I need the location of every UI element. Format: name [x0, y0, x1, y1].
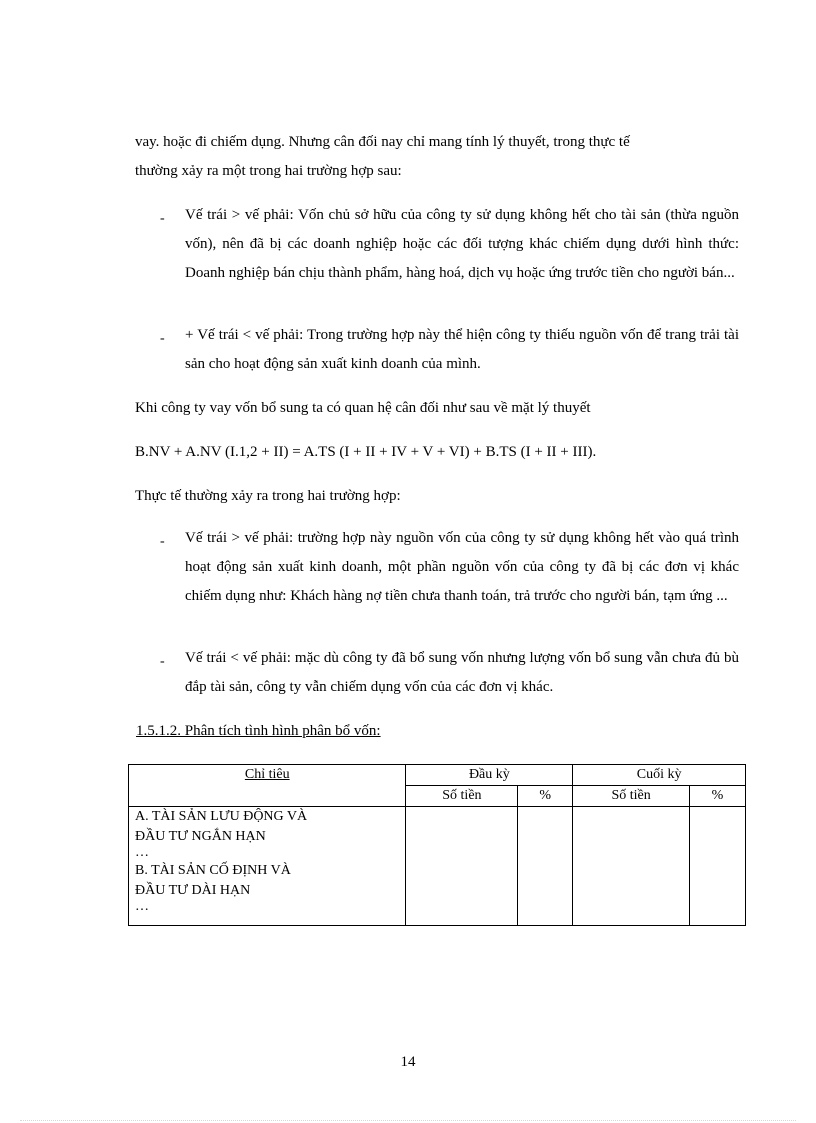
bullet-left-less: + Vế trái < vế phải: Trong trường hợp này thể hiện công ty thiếu nguồn vốn để trang trải tài sản cho hoạt động sản xuất kinh doanh của mình.	[185, 327, 739, 372]
row-a-line-2: ĐẦU TƯ NGẮN HẠN	[135, 829, 266, 844]
subheader-end-percent: %	[690, 786, 746, 807]
capital-allocation-table	[128, 764, 746, 926]
subheader-begin-amount: Số tiền	[406, 786, 518, 807]
header-indicator: Chỉ tiêu	[129, 765, 406, 807]
row-a-line-1: A. TÀI SẢN LƯU ĐỘNG VÀ	[135, 809, 308, 824]
begin-percent-cell	[518, 807, 573, 926]
bullet-marker: -	[160, 654, 165, 669]
table-header-row	[129, 765, 746, 786]
row-b-line-1: B. TÀI SẢN CỐ ĐỊNH VÀ	[135, 863, 291, 878]
bullet-marker: -	[160, 211, 165, 226]
row-b-line-2: ĐẦU TƯ DÀI HẠN	[135, 883, 251, 898]
bullet-case-deficit: Vế trái < vế phải: mặc dù công ty đã bổ sung vốn nhưng lượng vốn bổ sung vẫn chưa đủ bù đắp tài sản, công ty vẫn chiếm dụng vốn của các đơn vị khác.	[185, 650, 739, 695]
end-percent-cell	[690, 807, 746, 926]
header-end-period: Cuối kỳ	[573, 765, 746, 786]
section-heading: 1.5.1.2. Phân tích tình hình phân bổ vốn:	[136, 723, 381, 739]
bullet-case-surplus: Vế trái > vế phải: trường hợp này nguồn vốn của công ty sử dụng không hết vào quá trình hoạt động sản xuất kinh doanh, một phần nguồn vốn của công ty đã bị các đơn vị khác chiếm dụng như: Khách hàng nợ tiền chưa thanh toán, trả trước cho người bán, tạm ứng ...	[185, 530, 739, 604]
bullet-marker: -	[160, 534, 165, 549]
end-amount-cell	[573, 807, 690, 926]
row-a-ellipsis: …	[135, 845, 149, 860]
subheader-begin-percent: %	[518, 786, 573, 807]
paragraph-reality: Thực tế thường xảy ra trong hai trường hợp:	[135, 488, 401, 504]
page-number: 14	[400, 1054, 416, 1070]
paragraph-borrowing: Khi công ty vay vốn bổ sung ta có quan hệ cân đối như sau về mặt lý thuyết	[135, 400, 591, 416]
indicator-cell	[129, 807, 406, 926]
row-b-ellipsis: …	[135, 899, 149, 914]
intro-line-2: thường xảy ra một trong hai trường hợp sau:	[135, 163, 402, 179]
paragraph-intro	[135, 128, 739, 186]
footer-divider	[20, 1120, 796, 1121]
intro-line-1: vay. hoặc đi chiếm dụng. Nhưng cân đối nay chỉ mang tính lý thuyết, trong thực tế	[135, 134, 630, 150]
table-row	[129, 807, 746, 926]
header-begin-period: Đầu kỳ	[406, 765, 573, 786]
bullet-marker: -	[160, 331, 165, 346]
bullet-left-greater: Vế trái > vế phải: Vốn chủ sở hữu của công ty sử dụng không hết cho tài sản (thừa nguồn vốn), nên đã bị các doanh nghiệp hoặc các đối tượng khác chiếm dụng dưới hình thức: Doanh nghiệp bán chịu thành phẩm, hàng hoá, dịch vụ hoặc ứng trước tiền cho người bán...	[185, 207, 739, 281]
subheader-end-amount: Số tiền	[573, 786, 690, 807]
balance-formula: B.NV + A.NV (I.1,2 + II) = A.TS (I + II + IV + V + VI) + B.TS (I + II + III).	[135, 444, 597, 460]
begin-amount-cell	[406, 807, 518, 926]
